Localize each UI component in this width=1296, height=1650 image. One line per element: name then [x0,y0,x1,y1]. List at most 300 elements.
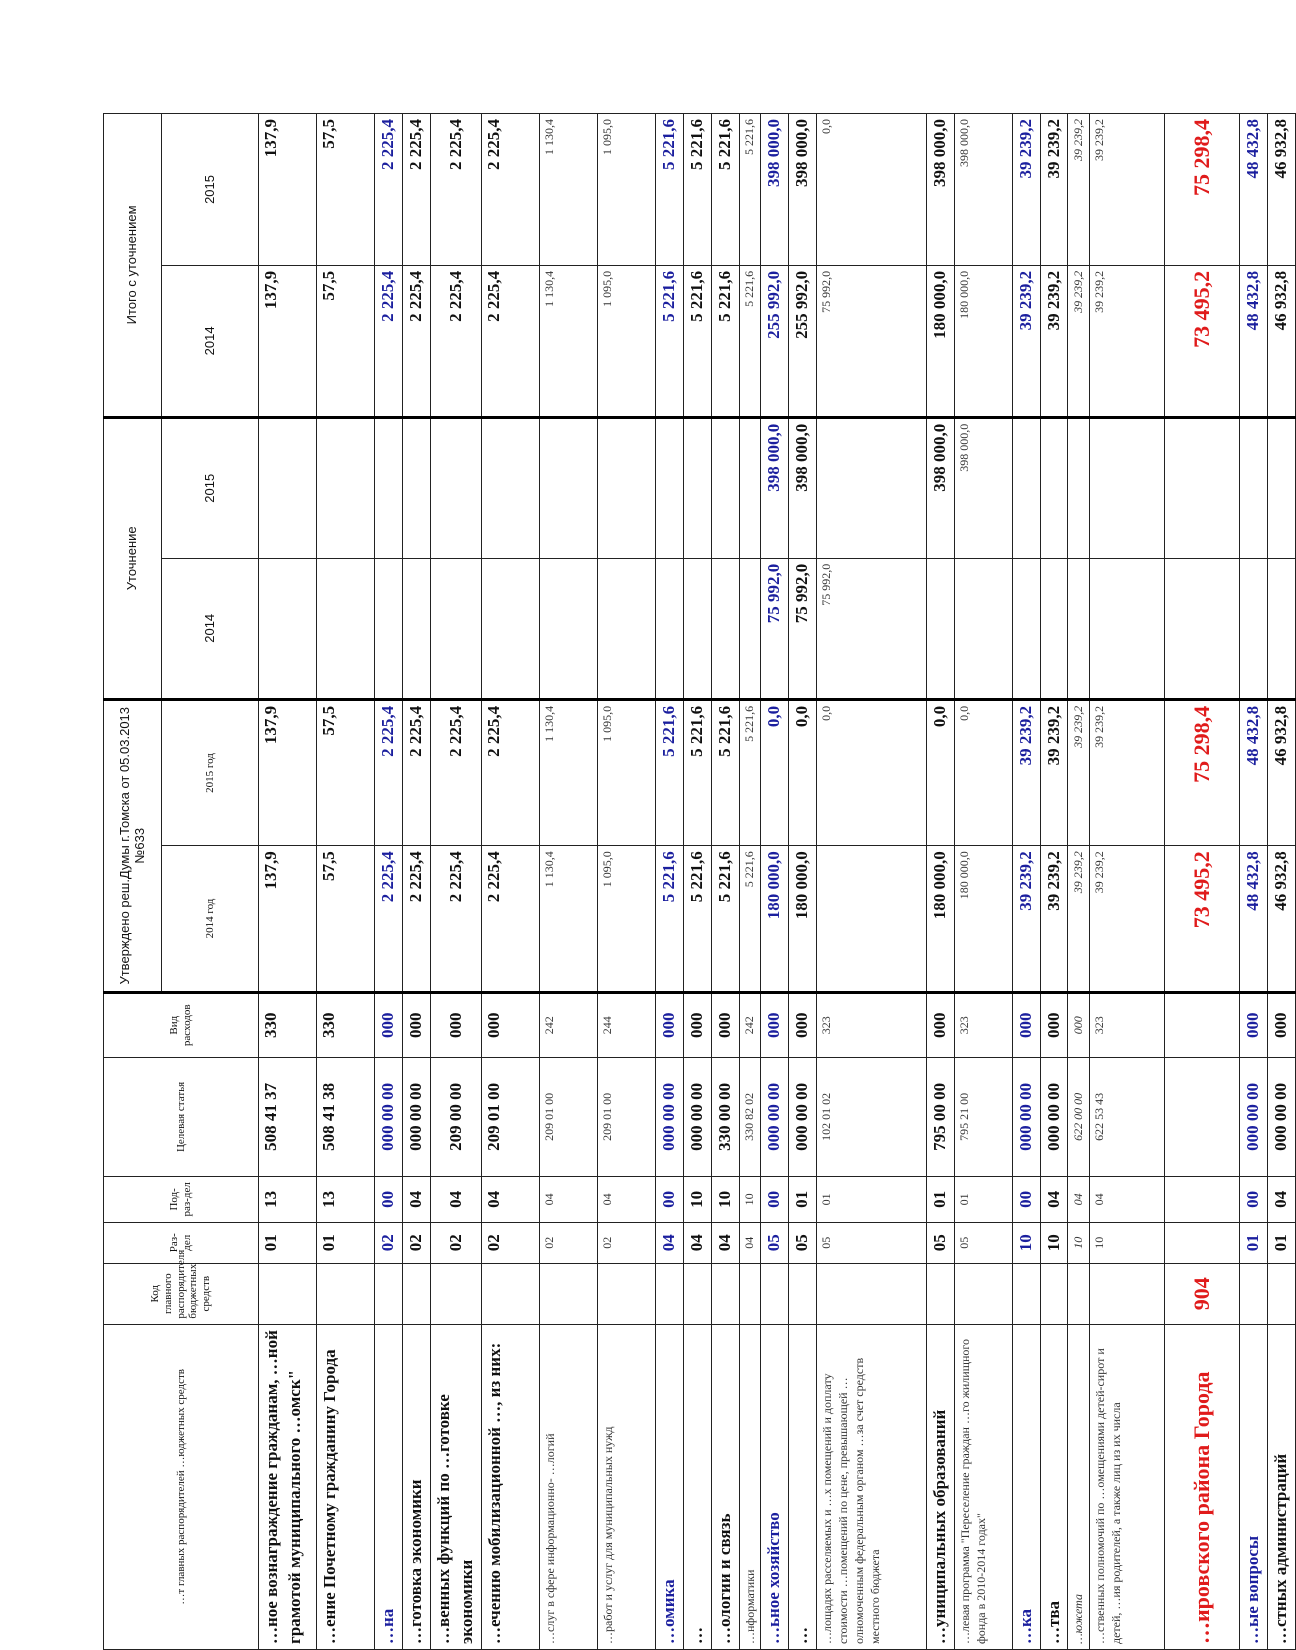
cell-a2015: 39 239,2 [1040,699,1068,845]
cell-a2015: 2 225,4 [430,699,481,845]
table-row [375,114,403,1650]
cell-c2015 [481,417,539,558]
cell-t2014: 39 239,2 [1040,265,1068,417]
cell-name: …тва [1040,1324,1068,1649]
cell-c2014 [1267,558,1295,699]
table-row [1040,114,1068,1650]
cell-a2014: 39 239,2 [1089,846,1164,992]
cell-podrazdel: 04 [597,1177,655,1223]
table-row [1164,114,1239,1650]
header-podrazdel: Под-раз-дел [104,1177,259,1223]
cell-a2014: 57,5 [317,846,375,992]
cell-a2015: 5 221,6 [739,699,760,845]
cell-c2014 [711,558,739,699]
cell-t2015: 5 221,6 [711,114,739,266]
cell-a2015: 0,0 [816,699,926,845]
cell-razdel: 04 [711,1222,739,1263]
cell-c2015 [1239,417,1267,558]
cell-podrazdel: 10 [683,1177,711,1223]
cell-code [259,1263,317,1324]
table-body [259,114,1296,1650]
cell-t2015: 398 000,0 [954,114,1012,266]
cell-podrazdel: 04 [1040,1177,1068,1223]
cell-podrazdel: 04 [402,1177,430,1223]
cell-vid: 242 [739,992,760,1057]
cell-a2015: 5 221,6 [655,699,683,845]
cell-code [1267,1263,1295,1324]
cell-c2015 [402,417,430,558]
cell-razdel: 05 [788,1222,816,1263]
cell-name: … [683,1324,711,1649]
cell-t2014: 75 992,0 [816,265,926,417]
cell-target: 508 41 38 [317,1057,375,1176]
table-row [655,114,683,1650]
cell-podrazdel: 01 [816,1177,926,1223]
cell-name: …ка [1012,1324,1040,1649]
cell-name: …на [375,1324,403,1649]
table-row [760,114,788,1650]
cell-vid: 000 [760,992,788,1057]
cell-c2014: 75 992,0 [816,558,926,699]
header-total-2015: 2015 [162,114,259,266]
table-row [1089,114,1164,1650]
cell-a2015: 39 239,2 [1012,699,1040,845]
cell-a2014: 46 932,8 [1267,846,1295,992]
cell-vid: 244 [597,992,655,1057]
cell-target: 000 00 00 [1012,1057,1040,1176]
cell-t2015: 39 239,2 [1089,114,1164,266]
cell-a2015: 0,0 [954,699,1012,845]
header-code: Код главного распорядителя бюджетных средств [104,1263,259,1324]
cell-c2015 [259,417,317,558]
cell-razdel [1164,1222,1239,1263]
cell-vid: 000 [481,992,539,1057]
cell-a2015: 48 432,8 [1239,699,1267,845]
cell-name: …ологии и связь [711,1324,739,1649]
cell-name: …омика [655,1324,683,1649]
cell-target: 000 00 00 [1267,1057,1295,1176]
cell-a2014: 73 495,2 [1164,846,1239,992]
cell-name: …левая программа "Переселение граждан …го жилищного фонда в 2010-2014 годах" [954,1324,1012,1649]
cell-code [1068,1263,1089,1324]
cell-target: 000 00 00 [788,1057,816,1176]
cell-a2015: 46 932,8 [1267,699,1295,845]
header-vid: Вид расходов [104,992,259,1057]
cell-target: 000 00 00 [683,1057,711,1176]
cell-code: 904 [1164,1263,1239,1324]
header-razdel: Раз-дел [104,1222,259,1263]
cell-target [1164,1057,1239,1176]
header-target: Целевая статья [104,1057,259,1176]
cell-name: …ечению мобилизационной …, из них: [481,1324,539,1649]
cell-code [375,1263,403,1324]
cell-podrazdel: 04 [430,1177,481,1223]
cell-razdel: 10 [1012,1222,1040,1263]
cell-code [739,1263,760,1324]
cell-a2015: 39 239,2 [1089,699,1164,845]
cell-c2015: 398 000,0 [954,417,1012,558]
cell-podrazdel: 00 [375,1177,403,1223]
cell-vid: 330 [317,992,375,1057]
cell-podrazdel: 10 [739,1177,760,1223]
cell-target: 330 00 00 [711,1057,739,1176]
cell-podrazdel: 13 [259,1177,317,1223]
cell-a2015: 57,5 [317,699,375,845]
cell-c2015 [1012,417,1040,558]
cell-code [1089,1263,1164,1324]
cell-vid: 000 [1267,992,1295,1057]
cell-target: 622 00 00 [1068,1057,1089,1176]
cell-razdel: 10 [1068,1222,1089,1263]
cell-code [430,1263,481,1324]
cell-name: …ение Почетному гражданину Города [317,1324,375,1649]
cell-vid: 323 [816,992,926,1057]
cell-t2014: 2 225,4 [430,265,481,417]
cell-c2014 [1164,558,1239,699]
cell-razdel: 10 [1089,1222,1164,1263]
cell-a2014: 180 000,0 [760,846,788,992]
cell-a2015: 0,0 [788,699,816,845]
cell-a2014: 180 000,0 [926,846,954,992]
header-change-group: Уточнение [104,417,162,699]
cell-name: …венных функций по …готовке экономики [430,1324,481,1649]
cell-t2014: 46 932,8 [1267,265,1295,417]
table-row [259,114,317,1650]
cell-c2015 [683,417,711,558]
cell-t2015: 2 225,4 [481,114,539,266]
table-row [430,114,481,1650]
header-name: …т главных распорядителей …юджетных средств [104,1324,259,1649]
cell-c2015 [317,417,375,558]
cell-t2015: 57,5 [317,114,375,266]
cell-c2015 [711,417,739,558]
cell-c2015 [597,417,655,558]
cell-t2014: 39 239,2 [1012,265,1040,417]
cell-code [597,1263,655,1324]
cell-t2014: 2 225,4 [375,265,403,417]
table-row [739,114,760,1650]
cell-code [954,1263,1012,1324]
table-row [926,114,954,1650]
cell-c2015 [1068,417,1089,558]
cell-razdel: 05 [760,1222,788,1263]
table-row [1267,114,1295,1650]
cell-razdel: 05 [926,1222,954,1263]
cell-target: 330 82 02 [739,1057,760,1176]
cell-name: …лощадях расселяемых и …х помещений и доплату стоимости …помещений по цене, превышающей …олномоченным федеральным органом …за счет средств местного бюджета [816,1324,926,1649]
cell-t2015: 5 221,6 [683,114,711,266]
cell-a2014: 1 130,4 [539,846,597,992]
cell-vid: 000 [430,992,481,1057]
cell-name: …ственных полномочий по …омещениями детей-сирот и детей, …ия родителей, а также лиц из их числа [1089,1324,1164,1649]
header-approved-group: Утверждено реш.Думы г.Томска от 05.03.2013 №633 [104,699,162,992]
cell-t2014: 5 221,6 [739,265,760,417]
cell-vid: 000 [1068,992,1089,1057]
cell-c2015: 398 000,0 [926,417,954,558]
cell-podrazdel: 00 [760,1177,788,1223]
cell-podrazdel: 10 [711,1177,739,1223]
cell-podrazdel: 04 [1068,1177,1089,1223]
cell-t2014: 1 095,0 [597,265,655,417]
cell-target: 000 00 00 [655,1057,683,1176]
table-row [539,114,597,1650]
header-approved-2015: 2015 год [162,699,259,845]
cell-razdel: 02 [375,1222,403,1263]
cell-t2014: 57,5 [317,265,375,417]
cell-t2014: 1 130,4 [539,265,597,417]
cell-vid: 242 [539,992,597,1057]
cell-a2014: 39 239,2 [1040,846,1068,992]
cell-t2015: 46 932,8 [1267,114,1295,266]
cell-t2014: 255 992,0 [760,265,788,417]
table-row [317,114,375,1650]
cell-t2015: 398 000,0 [926,114,954,266]
cell-razdel: 02 [481,1222,539,1263]
budget-table [103,113,1296,1650]
cell-code [760,1263,788,1324]
cell-code [711,1263,739,1324]
cell-c2014 [259,558,317,699]
cell-t2015: 0,0 [816,114,926,266]
cell-a2014: 180 000,0 [954,846,1012,992]
cell-razdel: 01 [1239,1222,1267,1263]
cell-t2015: 137,9 [259,114,317,266]
cell-c2014 [597,558,655,699]
table-row [954,114,1012,1650]
cell-target: 795 00 00 [926,1057,954,1176]
cell-vid: 000 [402,992,430,1057]
cell-t2014: 39 239,2 [1089,265,1164,417]
cell-t2015: 48 432,8 [1239,114,1267,266]
cell-razdel: 04 [683,1222,711,1263]
cell-c2014 [430,558,481,699]
cell-name: …готовка экономики [402,1324,430,1649]
cell-t2014: 137,9 [259,265,317,417]
cell-vid: 000 [375,992,403,1057]
table-row [711,114,739,1650]
cell-c2015: 398 000,0 [760,417,788,558]
cell-c2014 [1068,558,1089,699]
cell-podrazdel: 01 [954,1177,1012,1223]
cell-c2014 [1239,558,1267,699]
cell-razdel: 04 [655,1222,683,1263]
cell-a2014 [816,846,926,992]
cell-target: 209 01 00 [481,1057,539,1176]
cell-a2014: 1 095,0 [597,846,655,992]
cell-a2015: 2 225,4 [402,699,430,845]
cell-t2015: 1 095,0 [597,114,655,266]
cell-a2015: 0,0 [926,699,954,845]
cell-target: 508 41 37 [259,1057,317,1176]
cell-c2015 [655,417,683,558]
cell-a2015: 5 221,6 [683,699,711,845]
table-row [1239,114,1267,1650]
cell-a2015: 2 225,4 [375,699,403,845]
cell-vid: 000 [1239,992,1267,1057]
cell-a2015: 1 130,4 [539,699,597,845]
cell-a2014: 5 221,6 [683,846,711,992]
cell-c2015 [1267,417,1295,558]
cell-target: 622 53 43 [1089,1057,1164,1176]
cell-t2015: 2 225,4 [375,114,403,266]
cell-t2014: 5 221,6 [711,265,739,417]
cell-code [1012,1263,1040,1324]
cell-t2014: 5 221,6 [683,265,711,417]
cell-c2015 [816,417,926,558]
cell-vid: 330 [259,992,317,1057]
cell-c2014 [375,558,403,699]
table-row [1012,114,1040,1650]
cell-vid: 000 [926,992,954,1057]
cell-t2015: 5 221,6 [739,114,760,266]
cell-c2014 [683,558,711,699]
cell-c2014 [1012,558,1040,699]
cell-t2015: 39 239,2 [1068,114,1089,266]
cell-vid: 000 [711,992,739,1057]
cell-razdel: 02 [430,1222,481,1263]
table-row [402,114,430,1650]
table-row [788,114,816,1650]
cell-t2015: 1 130,4 [539,114,597,266]
cell-target: 000 00 00 [760,1057,788,1176]
cell-razdel: 01 [1267,1222,1295,1263]
cell-razdel: 01 [317,1222,375,1263]
cell-c2014 [481,558,539,699]
cell-podrazdel: 04 [539,1177,597,1223]
cell-podrazdel [1164,1177,1239,1223]
header-change-2015: 2015 [162,417,259,558]
cell-t2015: 5 221,6 [655,114,683,266]
cell-vid: 000 [1012,992,1040,1057]
cell-a2015: 1 095,0 [597,699,655,845]
cell-target: 000 00 00 [1239,1057,1267,1176]
cell-name: …ировского района Города [1164,1324,1239,1649]
cell-a2015: 2 225,4 [481,699,539,845]
cell-c2015 [375,417,403,558]
cell-code [788,1263,816,1324]
cell-target: 000 00 00 [375,1057,403,1176]
cell-name: …южета [1068,1324,1089,1649]
cell-podrazdel: 01 [926,1177,954,1223]
cell-t2014: 5 221,6 [655,265,683,417]
cell-a2015: 137,9 [259,699,317,845]
cell-target: 795 21 00 [954,1057,1012,1176]
cell-code [1040,1263,1068,1324]
cell-vid: 000 [788,992,816,1057]
cell-name: …ые вопросы [1239,1324,1267,1649]
cell-name: …ьное хозяйство [760,1324,788,1649]
cell-code [683,1263,711,1324]
cell-c2015 [739,417,760,558]
cell-vid: 000 [1040,992,1068,1057]
cell-c2015 [1164,417,1239,558]
cell-a2014: 2 225,4 [481,846,539,992]
cell-name: …нформатики [739,1324,760,1649]
cell-c2015 [539,417,597,558]
cell-podrazdel: 04 [1267,1177,1295,1223]
cell-t2015: 2 225,4 [402,114,430,266]
cell-target: 209 00 00 [430,1057,481,1176]
cell-name: …работ и услуг для муниципальных нужд [597,1324,655,1649]
cell-a2014: 2 225,4 [430,846,481,992]
cell-a2014: 5 221,6 [739,846,760,992]
cell-c2014 [739,558,760,699]
cell-podrazdel: 00 [655,1177,683,1223]
cell-a2015: 75 298,4 [1164,699,1239,845]
cell-name: … [788,1324,816,1649]
cell-a2015: 0,0 [760,699,788,845]
cell-target: 102 01 02 [816,1057,926,1176]
cell-vid: 323 [1089,992,1164,1057]
cell-target: 209 01 00 [597,1057,655,1176]
cell-name: …слуг в сфере информационно- …логий [539,1324,597,1649]
cell-podrazdel: 13 [317,1177,375,1223]
table-row [816,114,926,1650]
cell-vid: 000 [655,992,683,1057]
cell-a2014: 137,9 [259,846,317,992]
cell-t2015: 398 000,0 [760,114,788,266]
cell-c2015 [1040,417,1068,558]
cell-c2014 [1040,558,1068,699]
cell-vid: 323 [954,992,1012,1057]
cell-target: 000 00 00 [1040,1057,1068,1176]
cell-a2014: 2 225,4 [402,846,430,992]
cell-vid: 000 [683,992,711,1057]
cell-a2015: 39 239,2 [1068,699,1089,845]
cell-a2014: 39 239,2 [1012,846,1040,992]
table-row [1068,114,1089,1650]
cell-t2014: 2 225,4 [402,265,430,417]
cell-razdel: 04 [739,1222,760,1263]
cell-name: …стных администраций [1267,1324,1295,1649]
cell-c2014 [317,558,375,699]
cell-t2014: 48 432,8 [1239,265,1267,417]
table-row [597,114,655,1650]
cell-c2014 [926,558,954,699]
cell-c2014: 75 992,0 [788,558,816,699]
cell-a2014: 180 000,0 [788,846,816,992]
cell-code [539,1263,597,1324]
cell-a2015: 5 221,6 [711,699,739,845]
cell-podrazdel: 04 [481,1177,539,1223]
cell-t2014: 255 992,0 [788,265,816,417]
header-total-2014: 2014 [162,265,259,417]
cell-t2014: 73 495,2 [1164,265,1239,417]
cell-t2014: 39 239,2 [1068,265,1089,417]
cell-a2014: 48 432,8 [1239,846,1267,992]
cell-code [816,1263,926,1324]
cell-razdel: 10 [1040,1222,1068,1263]
cell-podrazdel: 04 [1089,1177,1164,1223]
table-row [481,114,539,1650]
cell-target: 000 00 00 [402,1057,430,1176]
cell-vid [1164,992,1239,1057]
cell-t2014: 2 225,4 [481,265,539,417]
cell-code [926,1263,954,1324]
cell-c2014: 75 992,0 [760,558,788,699]
cell-t2015: 398 000,0 [788,114,816,266]
cell-razdel: 02 [539,1222,597,1263]
cell-a2014: 5 221,6 [711,846,739,992]
cell-a2014: 2 225,4 [375,846,403,992]
cell-t2015: 75 298,4 [1164,114,1239,266]
cell-code [481,1263,539,1324]
cell-t2014: 180 000,0 [926,265,954,417]
header-approved-2014: 2014 год [162,846,259,992]
cell-a2014: 5 221,6 [655,846,683,992]
cell-c2014 [402,558,430,699]
cell-razdel: 05 [816,1222,926,1263]
